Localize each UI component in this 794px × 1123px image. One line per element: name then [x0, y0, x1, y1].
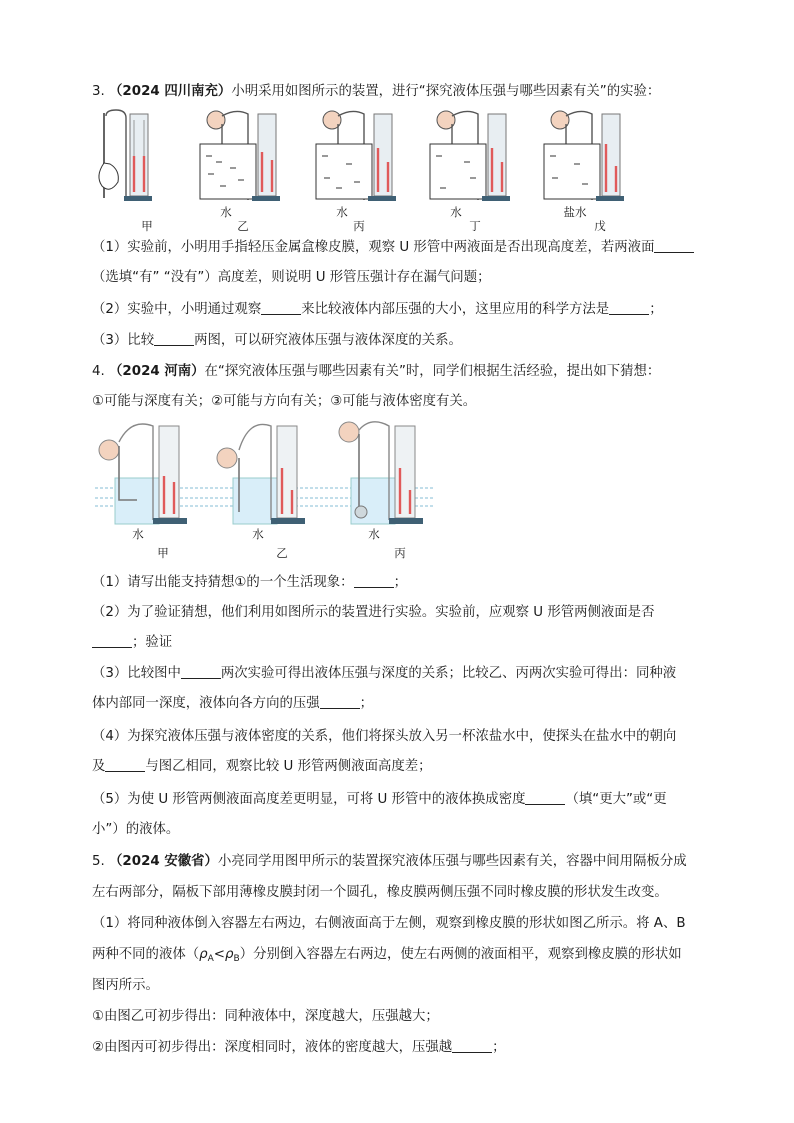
q3-figure	[90, 108, 630, 218]
q4-guesses: ①可能与深度有关；②可能与方向有关；③可能与液体密度有关。	[92, 394, 477, 409]
q5-part1-line3: 图丙所示。	[92, 978, 159, 993]
q3-stem: 3. （2024 四川南充）小明采用如图所示的装置，进行“探究液体压强与哪些因素有关”的实验：	[92, 84, 661, 99]
q3-liquid-label-yi: 水	[220, 205, 232, 219]
q4-blank-6[interactable]	[525, 790, 565, 805]
q4-part5-line2: 小”）的液体。	[92, 822, 180, 837]
q3-part2: （2）实验中，小明通过观察 来比较液体内部压强的大小，这里应用的科学方法是 ；	[92, 302, 663, 317]
q4-blank-5[interactable]	[105, 757, 145, 772]
q3-apparatus-ding	[430, 111, 510, 201]
q4-part2-line1: （2）为了验证猜想，他们利用如图所示的装置进行实验。实验前，应观察 U 形管两侧液面是否	[92, 605, 655, 620]
q3-liquid-label-ding: 水	[450, 205, 462, 219]
q3-liquid-label-wu: 盐水	[563, 205, 587, 219]
q4-part3-line2: 体内部同一深度，液体向各方向的压强 ；	[92, 696, 374, 711]
q5-conclusion-2: ②由图丙可初步得出：深度相同时，液体的密度越大，压强越 ；	[92, 1040, 506, 1055]
q5-part1-line1: （1）将同种液体倒入容器左右两边，右侧液面高于左侧，观察到橡皮膜的形状如图乙所示。将 A、B	[92, 916, 686, 931]
q5-stem-line1: 5. （2024 安徽省）小亮同学用图甲所示的装置探究液体压强与哪些因素有关，容器中间用隔板分成	[92, 854, 687, 869]
q3-figure-label-jia: 甲	[141, 219, 153, 233]
q5-blank-1[interactable]	[452, 1038, 492, 1053]
q3-part1-line1: （1）实验前，小明用手指轻压金属盒橡皮膜，观察 U 形管中两液面是否出现高度差，若两液面	[92, 238, 714, 258]
q5-part1-line2: 两种不同的液体$(\rho_A<\rho_B)$分别倒入容器左右两边，使左右两侧的液面相平，观察到橡皮膜的形状如	[92, 947, 682, 964]
q3-apparatus-yi	[200, 111, 280, 201]
q4-source: （2024 河南）	[109, 364, 205, 379]
q5-conclusion-1: ①由图乙可初步得出：同种液体中，深度越大，压强越大；	[92, 1009, 439, 1024]
q3-figure-label-bing: 丙	[353, 219, 365, 233]
q4-apparatus-bing	[339, 422, 423, 524]
q5-stem-line2: 左右两部分，隔板下部用薄橡皮膜封闭一个圆孔，橡皮膜两侧压强不同时橡皮膜的形状发生改变。	[92, 885, 668, 900]
q4-blank-1[interactable]	[354, 573, 394, 588]
q4-blank-4[interactable]	[320, 694, 360, 709]
q4-figure-label-yi: 乙	[276, 546, 288, 560]
q3-part1-line2: （选填“有” “没有”）高度差，则说明 U 形管压强计存在漏气问题；	[92, 270, 491, 285]
q4-figure-label-bing: 丙	[394, 546, 406, 560]
q3-figure-label-yi: 乙	[237, 219, 249, 233]
q3-source: （2024 四川南充）	[109, 84, 232, 99]
q3-figure-label-wu: 戊	[594, 219, 606, 233]
q4-part4-line2: 及 与图乙相同，观察比较 U 形管两侧液面高度差；	[92, 759, 432, 774]
q3-apparatus-jia	[99, 110, 152, 201]
q3-figure-label-ding: 丁	[469, 219, 481, 233]
q4-part1: （1）请写出能支持猜想①的一个生活现象： ；	[92, 575, 407, 590]
q4-apparatus-yi	[217, 424, 305, 524]
q3-blank-2[interactable]	[261, 300, 301, 315]
q3-blank-4[interactable]	[154, 331, 194, 346]
q5-source: （2024 安徽省）	[109, 854, 218, 869]
q3-part3: （3）比较 两图，可以研究液体压强与液体深度的关系。	[92, 333, 462, 348]
q4-stem: 4. （2024 河南）在“探究液体压强与哪些因素有关”时，同学们根据生活经验，提出如下猜想：	[92, 364, 661, 379]
q4-apparatus-jia	[99, 424, 187, 524]
q4-figure	[95, 420, 445, 530]
q4-part5-line1: （5）为使 U 形管两侧液面高度差更明显，可将 U 形管中的液体换成密度 （填“更大”或“更	[92, 792, 667, 807]
q4-figure-label-jia: 甲	[157, 546, 169, 560]
q4-liquid-label-bing: 水	[368, 527, 380, 541]
q3-blank-1[interactable]	[654, 238, 694, 253]
q4-part3-line1: （3）比较图中 两次实验可得出液体压强与深度的关系；比较乙、丙两次实验可得出：同种液	[92, 666, 677, 681]
q4-part2-line2: ；验证	[92, 633, 714, 653]
q3-liquid-label-bing: 水	[336, 205, 348, 219]
q4-liquid-label-jia: 水	[132, 527, 144, 541]
q3-apparatus-wu	[544, 111, 624, 201]
q4-part4-line1: （4）为探究液体压强与液体密度的关系，他们将探头放入另一杯浓盐水中，使探头在盐水中的朝向	[92, 729, 677, 744]
q4-blank-2[interactable]	[92, 633, 132, 648]
q3-blank-3[interactable]	[609, 300, 649, 315]
q4-blank-3[interactable]	[181, 664, 221, 679]
q3-apparatus-bing	[316, 111, 396, 201]
q4-liquid-label-yi: 水	[252, 527, 264, 541]
